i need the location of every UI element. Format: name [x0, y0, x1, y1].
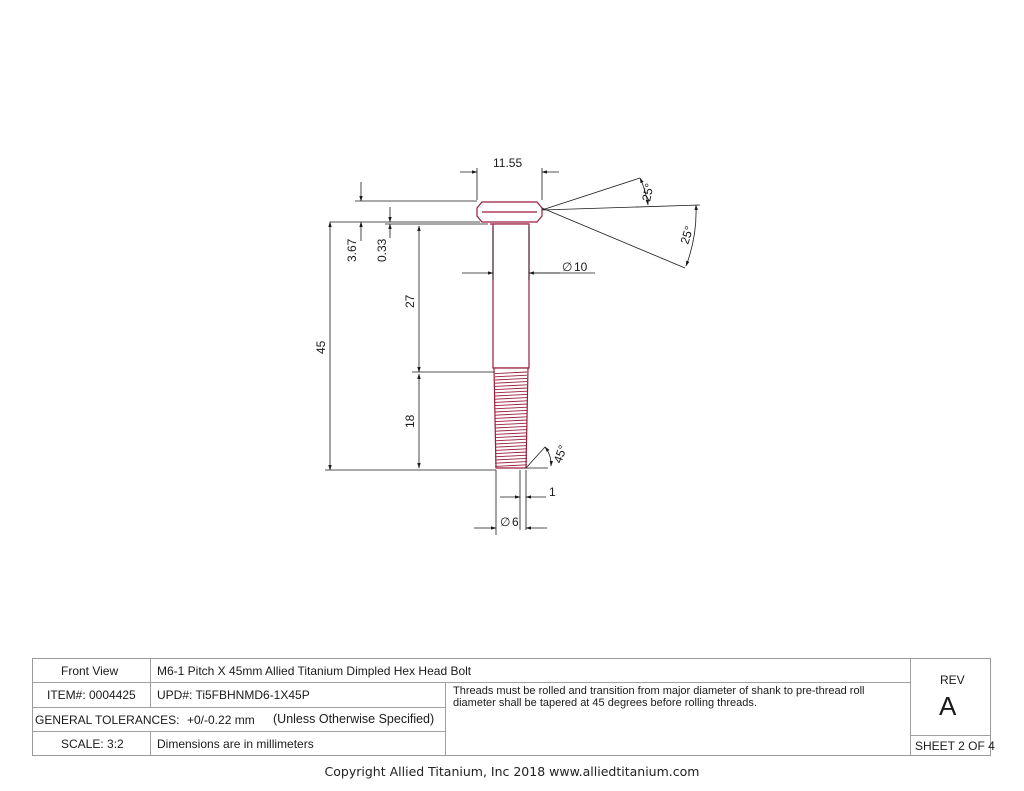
part-title: M6-1 Pitch X 45mm Allied Titanium Dimpled Hex Head Bolt: [157, 664, 472, 678]
title-block: [32, 658, 995, 756]
copyright-footer: Copyright Allied Titanium, Inc 2018 www.alliedtitanium.com: [324, 764, 700, 779]
bolt-shank: [493, 224, 529, 368]
item-number: ITEM#: 0004425: [47, 688, 136, 702]
bolt-head: [477, 202, 542, 224]
notes: Threads must be rolled and transition from major diameter of shank to pre-thread roll diameter shall be tapered at 45 degrees before rolling threads.: [453, 685, 865, 709]
head-height-label: 3.67: [345, 238, 359, 262]
total-length-label: 45: [314, 340, 328, 354]
upd-number: UPD#: Ti5FBHNMD6-1X45P: [157, 688, 310, 702]
diameter-symbol-shank: ∅: [562, 260, 573, 274]
head-angle-label-1: 25°: [639, 181, 657, 203]
rev-value: A: [939, 691, 957, 721]
thread-dia-label: 6: [512, 515, 519, 529]
tolerances-value: +0/-0.22 mm: [187, 713, 255, 727]
washer-face-label: 0.33: [375, 238, 389, 262]
thread-length-label: 18: [403, 414, 417, 428]
shank-dia-label: 10: [574, 260, 588, 274]
tip-angle-label: 45°: [550, 443, 571, 466]
rev-label: REV: [940, 673, 965, 687]
scale: SCALE: 3:2: [61, 737, 124, 751]
sheet-number: SHEET 2 OF 4: [915, 739, 995, 753]
tolerances-note: (Unless Otherwise Specified): [273, 712, 435, 726]
diameter-symbol-thread: ∅: [500, 515, 511, 529]
head-width-label: 11.55: [493, 156, 523, 170]
tolerances-label: GENERAL TOLERANCES:: [35, 713, 180, 727]
chamfer-label: 1: [549, 485, 556, 499]
unthreaded-length-label: 27: [403, 294, 417, 308]
head-angle-label-2: 25°: [677, 224, 697, 246]
units-note: Dimensions are in millimeters: [157, 737, 314, 751]
bolt-thread: [494, 368, 528, 468]
view-name: Front View: [61, 664, 119, 678]
